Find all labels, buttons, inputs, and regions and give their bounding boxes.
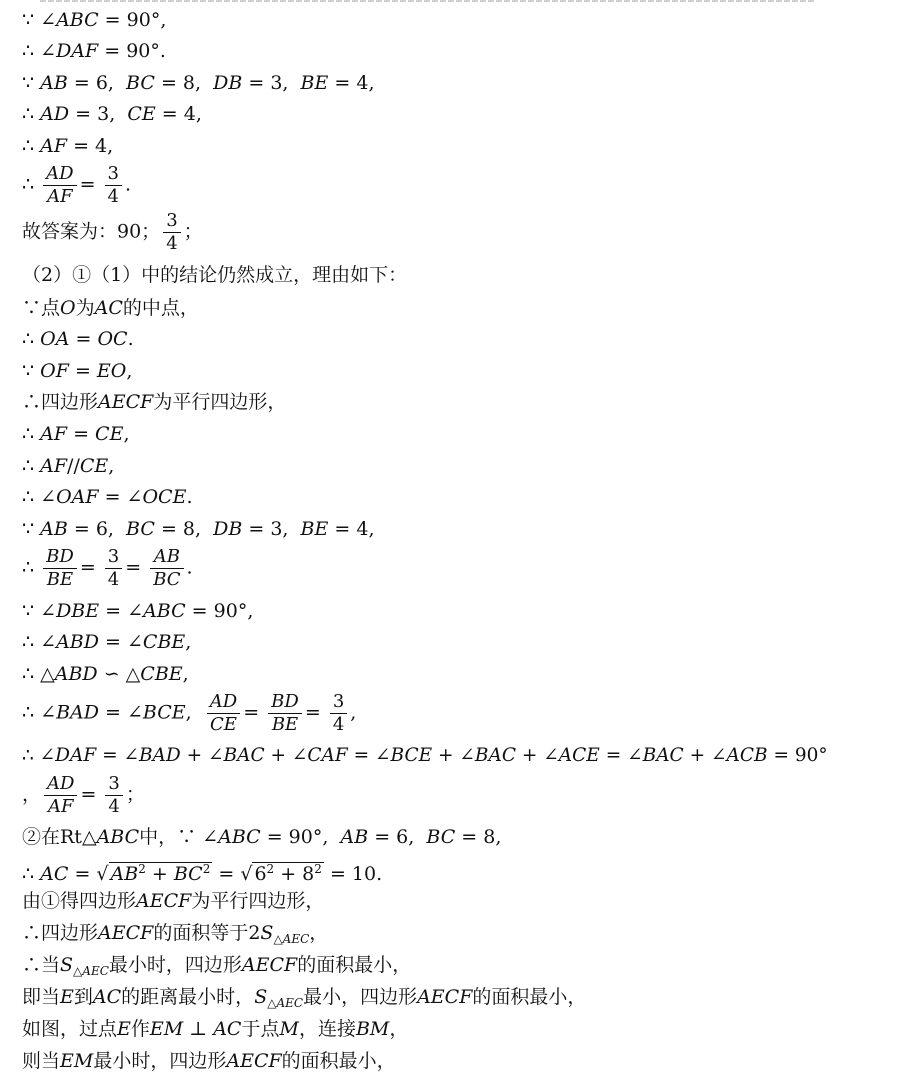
- line-6: ∴ $\frac{AD}{AF}$ = $\frac{3}{4}$ .: [22, 163, 132, 207]
- line-22: ∴ ∠DAF = ∠BAD + ∠BAC + ∠CAF = ∠BCE + ∠BAC + ∠ACE = ∠BAC + ∠ACB = 90°: [22, 745, 828, 766]
- line-3: ∵ AB = 6, BC = 8, DB = 3, BE = 4,: [22, 72, 375, 94]
- line-14: ∴ AF//CE,: [22, 455, 115, 477]
- line-31: 则当EM最小时，四边形AECF的面积最小，: [22, 1050, 396, 1072]
- line-24: ②在Rt△ABC中，∵ ∠ABC = 90°, AB = 6, BC = 8,: [22, 826, 502, 848]
- line-12: ∴四边形AECF为平行四边形，: [22, 391, 287, 413]
- line-7: 故答案为：90； $\frac{3}{4}$ ；: [22, 210, 203, 254]
- line-20: ∴ △ABD ∽ △CBE,: [22, 663, 189, 685]
- line-29: 即当E到AC的距离最小时，$S_{\triangle AEC}$最小，四边形AECF的面积最小，: [22, 986, 587, 1010]
- line-21: ∴ ∠BAD = ∠BCE, $\frac{AD}{CE}$ = $\frac{BD}{BE}$ = $\frac{3}{4}$ ,: [22, 691, 357, 735]
- line-17: ∴ $\frac{BD}{BE}$ = $\frac{3}{4}$ = $\frac{AB}{BC}$ .: [22, 546, 193, 590]
- line-4: ∴ AD = 3, CE = 4,: [22, 103, 202, 125]
- line-15: ∴ ∠OAF = ∠OCE.: [22, 486, 193, 508]
- line-10: ∴ OA = OC.: [22, 328, 134, 350]
- line-30: 如图，过点E作EM ⊥ AC于点M，连接BM，: [22, 1018, 409, 1040]
- line-16: ∵ AB = 6, BC = 8, DB = 3, BE = 4,: [22, 518, 375, 540]
- line-23: ， $\frac{AD}{AF}$ = $\frac{3}{4}$ ；: [22, 773, 145, 817]
- line-8: （2）①（1）中的结论仍然成立，理由如下：: [22, 264, 408, 286]
- line-9: ∵点O为AC的中点，: [22, 297, 199, 319]
- line-18: ∵ ∠DBE = ∠ABC = 90°,: [22, 600, 254, 622]
- line-27: ∴四边形AECF的面积等于$2S_{\triangle AEC}$，: [22, 922, 329, 946]
- line-1: ∵ ∠ABC = 90°,: [22, 9, 167, 31]
- line-28: ∴当$S_{\triangle AEC}$最小时，四边形AECF的面积最小，: [22, 954, 412, 978]
- line-25: ∴ AC = √ $AB^2 + BC^2$ = √ $6^2 + 8^2 = 10$.: [22, 862, 383, 885]
- line-11: ∵ OF = EO,: [22, 360, 133, 382]
- line-13: ∴ AF = CE,: [22, 423, 130, 445]
- line-2: ∴ ∠DAF = 90°.: [22, 40, 166, 62]
- line-5: ∴ AF = 4,: [22, 135, 114, 157]
- line-26: 由①得四边形AECF为平行四边形，: [22, 890, 325, 912]
- line-19: ∴ ∠ABD = ∠CBE,: [22, 631, 192, 653]
- top-divider: [40, 0, 815, 2]
